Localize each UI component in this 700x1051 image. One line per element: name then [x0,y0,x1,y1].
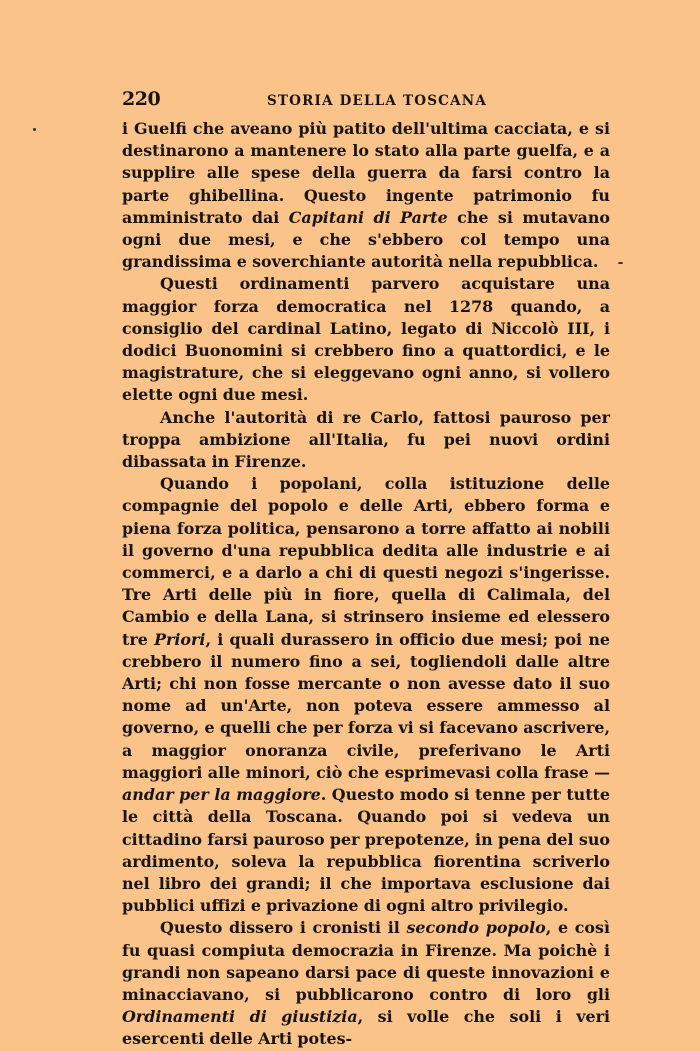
text-run: , i quali durassero in officio due mesi; poi ne crebbero il numero fino a sei, togliendoli dalle altre Arti; chi non fosse mercante o non avesse dato il suo nome ad un'Arte, non poteva essere ammesso al governo, e quelli che per forza vi si facevano ascrivere, a maggior onoranza civile, preferivano le Arti maggiori alle minori, ciò che esprimevasi colla frase — [122,629,610,782]
text-run: che si mutavano ogni due mesi, e che s'ebbero col tempo una grandissima e soverchiante autorità nella repubblica. [122,207,610,272]
page-number: 220 [122,88,161,110]
text-run: . Questo modo si tenne per tutte le città della Toscana. Quando poi si vedeva un cittadino farsi pauroso per prepotenze, in pena del suo ardimento, soleva la repubblica fiorentina scriverlo nel libro dei grandi; il che importava esclusione dai pubblici uffizi e privazione di ogni altro privilegio. [122,785,611,916]
text-run: Quando i popolani, colla istituzione delle compagnie del popolo e delle Arti, ebbero forma e piena forza politica, pensarono a torre affatto ai nobili il governo d'una repubblica dedita alle industrie e ai commerci, e a darlo a chi di questi negozi s'ingerisse. Tre Arti delle più in fiore, quella di Calimala, del Cambio e della Lana, si strinsero insieme ed elessero tre [122,474,610,649]
body-text [122,118,610,1051]
margin-speck [618,262,623,264]
paragraph [122,118,610,273]
paragraph [122,407,610,474]
paragraph [122,917,610,1050]
running-head: STORIA DELLA TOSCANA [266,93,487,109]
italic-phrase: Priori [154,629,206,649]
text-run: Questo dissero i cronisti il [160,918,407,938]
margin-speck [33,128,36,131]
page-header [122,88,610,116]
text-run: i Guelfi che aveano più patito dell'ultima cacciata, e si destinarono a mantenere lo stato alla parte guelfa, e a supplire alle spese della guerra da farsi contro la parte ghibellina. Questo ingente patrimonio fu amministrato dai [122,119,610,227]
italic-phrase: andar per la maggiore [122,785,321,805]
text-run: , e così fu quasi compiuta democrazia in Firenze. Ma poichè i grandi non sapeano darsi pace di queste innovazioni e minacciavano, si pubblicarono contro di loro gli [122,918,610,1004]
italic-phrase: Ordinamenti di giustizia [122,1007,358,1027]
text-run: Questi ordinamenti parvero acquistare una maggior forza democratica nel 1278 quando, a consiglio del cardinal Latino, legato di Niccolò III, i dodici Buonomini si crebbero fino a quattordici, e le magistrature, che si eleggevano ogni anno, si vollero elette ogni due mesi. [122,274,610,405]
italic-phrase: secondo popolo [406,918,546,938]
paragraph [122,473,610,917]
paragraph [122,273,610,406]
text-run: , si volle che soli i veri esercenti delle Arti potes- [122,1007,610,1049]
text-run: Anche l'autorità di re Carlo, fattosi pauroso per troppa ambizione all'Italia, fu pei nuovi ordini dibassata in Firenze. [122,407,610,472]
italic-phrase: Capitani di Parte [288,207,448,227]
